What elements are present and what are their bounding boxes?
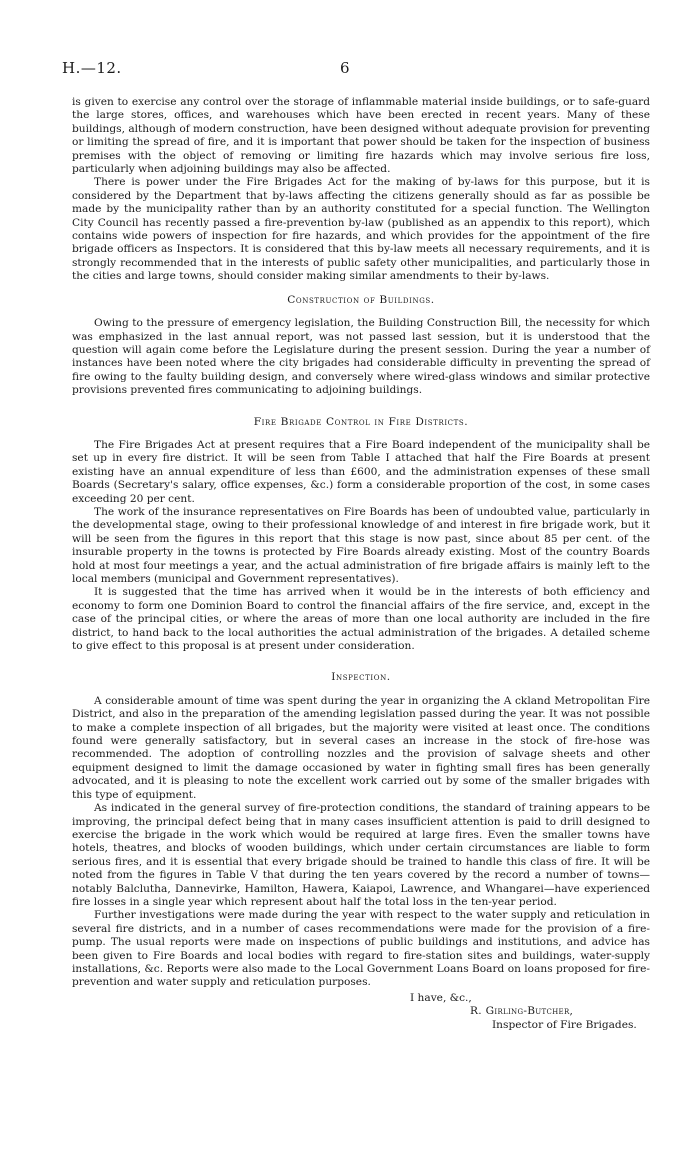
signature-name: R. Girling-Butcher, xyxy=(470,1005,574,1018)
paragraph: It is suggested that the time has arrived when it would be in the interests of both efficiency and economy to form one Dominion Board to control the financial affairs of the fire service, and, except in the case of the principal cities, or where the areas of more than one local authority are included in the fire district, to hand back to the local authorities the actual administration of the brigades. A detailed scheme to give effect to this proposal is at present under consideration. xyxy=(72,586,650,653)
document-code: H.—12. xyxy=(62,59,122,77)
signature-title: Inspector of Fire Brigades. xyxy=(492,1018,637,1031)
paragraph: Owing to the pressure of emergency legislation, the Building Construction Bill, the necessity for which was emphasized in the last annual report, was not passed last session, but it is understood that the question will again come before the Legislature during the present session. During the year a number of instances have been noted where the city brigades had considerable difficulty in preventing the spread of fire owing to the faulty building design, and conversely where wired-glass windows and similar protective provisions prevented fires communicating to adjoining buildings. xyxy=(72,317,650,397)
page-number: 6 xyxy=(340,59,350,77)
paragraph: is given to exercise any control over the storage of inflammable material inside buildings, or to safe-guard the large stores, offices, and warehouses which have been erected in recent years. Many of these buildings, although of modern construction, have been designed without adequate provision for preventing or limiting the spread of fire, and it is important that power should be taken for the inspection of business premises with the object of removing or limiting fire hazards which may involve serious fire loss, particularly when adjoining buildings may also be affected. xyxy=(72,96,650,176)
page-header xyxy=(62,59,652,82)
signature-block xyxy=(72,992,650,1032)
paragraph: A considerable amount of time was spent during the year in organizing the A ckland Metropolitan Fire District, and also in the preparation of the amending legislation passed during the year. It was not possible to make a complete inspection of all brigades, but the majority were visited at least once. The conditions found were generally satisfactory, but in several cases an increase in the stock of fire-hose was recommended. The adoption of controlling nozzles and the provision of salvage sheets and other equipment designed to limit the damage occasioned by water in fighting small fires has been generally advocated, and it is pleasing to note the excellent work carried out by some of the smaller brigades with this type of equipment. xyxy=(72,694,650,801)
document-body xyxy=(72,96,650,1032)
paragraph: The Fire Brigades Act at present requires that a Fire Board independent of the municipality shall be set up in every fire district. It will be seen from Table I attached that half the Fire Boards at present existing have an annual expenditure of less than £600, and the administration expenses of these small Boards (Secretary's salary, office expenses, &c.) form a considerable proportion of the cost, in some cases exceeding 20 per cent. xyxy=(72,438,650,505)
signature-closing: I have, &c., xyxy=(410,991,472,1004)
paragraph: The work of the insurance representatives on Fire Boards has been of undoubted value, particularly in the developmental stage, owing to their professional knowledge of and interest in fire brigade work, but it will be seen from the figures in this report that this stage is now past, since about 85 per cent. of the insurable property in the towns is protected by Fire Boards already existing. Most of the country Boards hold at most four meetings a year, and the actual administration of fire brigade affairs is mainly left to the local members (municipal and Government representatives). xyxy=(72,505,650,585)
paragraph: Further investigations were made during the year with respect to the water supply and reticulation in several fire districts, and in a number of cases recommendations were made for the provision of a fire-pump. The usual reports were made on inspections of public buildings and institutions, and advice has been given to Fire Boards and local bodies with regard to fire-station sites and buildings, water-supply installations, &c. Reports were also made to the Local Government Loans Board on loans proposed for fire-prevention and water supply and reticulation purposes. xyxy=(72,909,650,989)
paragraph: As indicated in the general survey of fire-protection conditions, the standard of training appears to be improving, the principal defect being that in many cases insufficient attention is paid to drill designed to exercise the brigade in the work which would be required at large fires. Even the smaller towns have hotels, theatres, and blocks of wooden buildings, which under certain circumstances are liable to form serious fires, and it is essential that every brigade should be trained to handle this class of fire. It will be noted from the figures in Table V that during the ten years covered by the record a number of towns—notably Balclutha, Dannevirke, Hamilton, Hawera, Kaiapoi, Lawrence, and Whangarei—have experienced fire losses in a single year which represent about half the total loss in the ten-year period. xyxy=(72,802,650,908)
section-heading-construction: Construction of Buildings. xyxy=(287,293,435,306)
paragraph: There is power under the Fire Brigades Act for the making of by-laws for this purpose, but it is considered by the Department that by-laws affecting the citizens generally should as far as possible be made by the municipality rather than by an authority constituted for a special function. The Wellington City Council has recently passed a fire-prevention by-law (published as an appendix to this report), which contains wide powers of inspection for fire hazards, and which provides for the appointment of the fire brigade officers as Inspectors. It is considered that this by-law meets all necessary requirements, and it is strongly recommended that in the interests of public safety other municipalities, and particularly those in the cities and large towns, should consider making similar amendments to their by-laws. xyxy=(72,176,650,283)
section-heading-inspection: Inspection. xyxy=(331,671,391,684)
section-heading-fire-brigade-control: Fire Brigade Control in Fire Districts. xyxy=(253,415,469,428)
